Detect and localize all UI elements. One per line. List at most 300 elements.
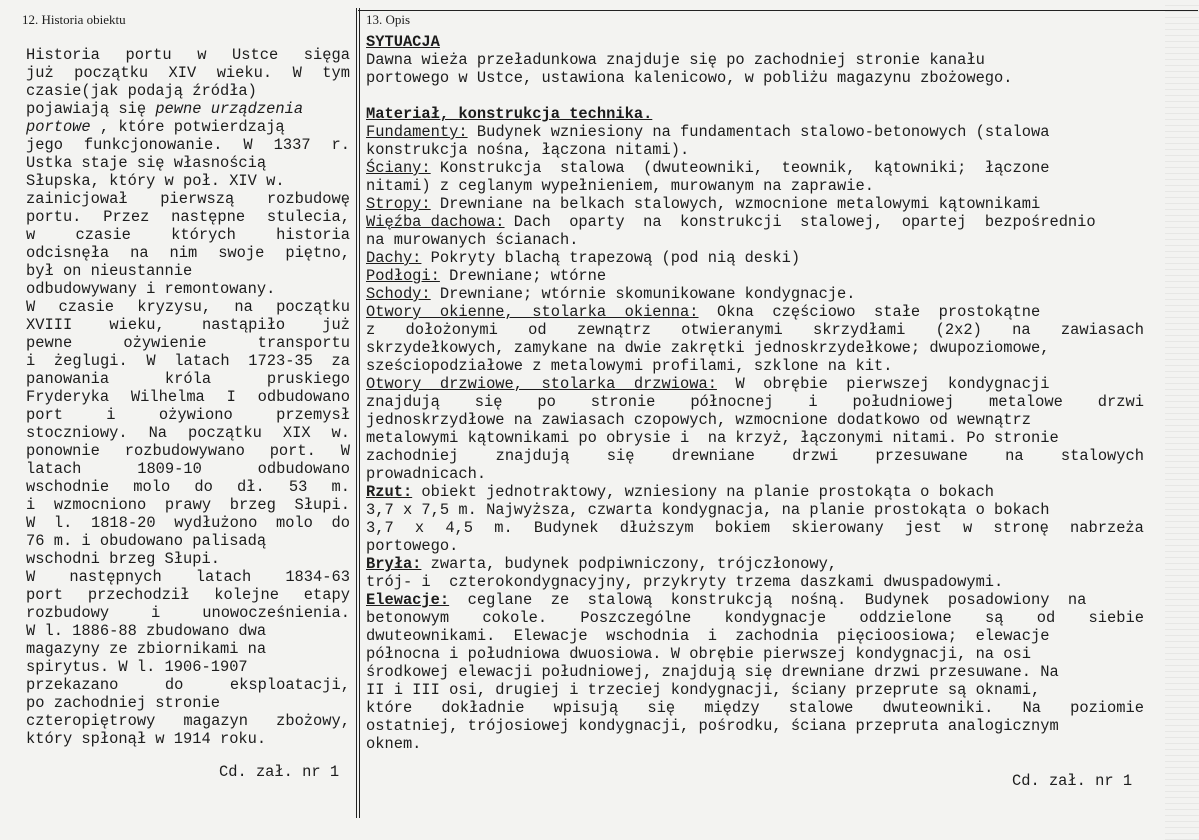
text-run: północna i południowa dwuosiowa. W obrębie pierwszej kondygnacji, na osi [366,645,1031,663]
text-run: żeglugi. [53,352,128,370]
text-run: nabrzeża [1070,519,1144,537]
text-run: stronę [993,519,1049,537]
text-run: oddzielone [859,609,952,627]
history-line [26,352,350,370]
text-run: funkcjonowanie. [83,136,223,154]
text-run: port [26,406,63,424]
text-run: ceglane ze stalową konstrukcją nośną. Budynek posadowiony na [449,591,1087,609]
description-line [366,663,1144,681]
history-line [26,406,350,424]
text-run: ponownie [26,442,100,460]
text-run: XIV [168,64,197,82]
text-run: l. [53,514,73,532]
text-run: do [164,676,184,694]
scan-edge [1165,0,1199,840]
text-run: 1834-63 [285,568,350,586]
text-run: historia [276,226,350,244]
text-run: brzeg [229,496,276,514]
text-run: środkowej elewacji południowej, znajdują się drewniane drzwi przesuwane. Na [366,663,1059,681]
text-run: czasie [58,298,114,316]
text-run: 1337 [273,136,311,154]
history-line [26,208,350,226]
text-run: już [26,64,54,82]
text-run: do [194,478,213,496]
text-run: pewne [26,334,73,352]
text-run: latach [174,352,230,370]
description-line [366,717,1144,735]
text-run: który spłonął w 1914 roku. [26,730,267,748]
text-run: Drewniane; wtórnie skomunikowane kondygnacje. [430,285,856,303]
text-run: znajdują [366,393,440,411]
text-run: Fundamenty: [366,123,468,141]
text-run: w [26,226,36,244]
text-run: przesuwane [875,447,968,465]
history-line [26,478,350,496]
description-line [366,447,1144,465]
text-run: się [647,699,676,717]
history-line [26,442,350,460]
text-run: na murowanych ścianach. [366,231,579,249]
text-run: Więźba dachowa: [366,213,505,231]
description-line [366,519,1144,537]
text-run: których [171,226,236,244]
history-line [26,370,350,388]
description-line [366,591,1144,609]
text-run: przekazano [26,676,119,694]
text-run: Ustce [232,46,279,64]
history-line [26,514,350,532]
text-run: był on nieustannie [26,262,193,280]
text-run: magazyn [183,712,249,730]
description-line [366,573,1144,591]
history-line [26,64,350,82]
text-run: W [340,442,350,460]
top-rule [358,10,1198,11]
text-run: skrzydełkowych, zamykane na dwie zakrętki jednoskrzydełkowe; dwupoziomowe, [366,339,1050,357]
text-run: czteropiętrowy [26,712,156,730]
text-run: i [808,393,818,411]
history-line [26,244,350,262]
text-run: Słupi. [294,496,350,514]
text-run: W [243,136,253,154]
text-run: w [197,46,207,64]
text-run: XIX [282,424,311,442]
text-run: nastąpiło [201,316,286,334]
section-12-header: 12. Historia obiektu [22,12,126,27]
description-line [366,609,1144,627]
text-run: na [234,298,253,316]
description-line [366,537,1144,555]
text-run: północnej [690,393,774,411]
description-line [366,267,1144,285]
text-run: poziomie [1070,699,1144,717]
description-line [366,393,1144,411]
history-line [26,496,350,514]
text-run: jego [26,136,63,154]
text-run: ostatniej, trójosiowej kondygnacji, pośrodku, ściana przepruta analogicznym [366,717,1059,735]
text-run: czasie(jak podają źródła) [26,82,257,100]
history-line [26,640,350,658]
text-run: 1723-35 [248,352,313,370]
description-continuation-ref: Cd. zał. nr 1 [1012,772,1133,790]
text-run: przemysł [276,406,350,424]
history-line [26,82,350,100]
text-run: początku [276,298,350,316]
text-run: po zachodniej stronie [26,694,220,712]
text-run: pojawiają się [26,100,156,118]
description-line [366,645,1144,663]
text-run: wieku. [216,64,273,82]
text-run: czasie [75,226,131,244]
text-run: m. [331,478,350,496]
text-run: stalowych [1060,447,1144,465]
text-run: południowej [852,393,955,411]
text-run: są [985,609,1004,627]
text-run: 53 [288,478,308,496]
text-run: 1809-10 [137,460,202,478]
history-line [26,676,350,694]
text-run: drewniane [671,447,755,465]
description-line [366,555,1144,573]
text-run: Otwory drzwiowe, stolarka drzwiowa: [366,375,717,393]
text-run: tym [322,64,350,82]
text-run: W l. 1886-88 zbudowano dwa [26,622,267,640]
text-run: transportu [257,334,350,352]
description-line [366,501,1144,519]
text-run: jednoskrzydłowe na zawiasach czopowych, wzmocnione dodatkowo od wewnątrz [366,411,1031,429]
description-line [366,213,1144,231]
text-run: 3,7 x 7,5 m. Najwyższa, czwarta kondygnacja, na planie prostokąta o bokach [366,501,1050,519]
text-run: eksploatacji, [229,676,350,694]
text-run: skierowany [791,519,884,537]
text-run: następnych [69,568,162,586]
text-run: XVIII [26,316,73,334]
text-run: latach [195,568,252,586]
text-run: kondygnacje [724,609,827,627]
text-run: 4,5 [445,519,474,537]
text-run: swoje [218,244,265,262]
history-line [26,46,350,64]
history-line [26,658,350,676]
description-line [366,105,1144,123]
description-line [366,357,1144,375]
text-run: do [331,514,350,532]
history-line [26,190,350,208]
text-run: wzmocniono [53,496,147,514]
text-run: portowego. [366,537,459,555]
text-run: Materiał, konstrukcja technika. [366,105,653,123]
text-run: Drewniane; wtórne [439,267,607,285]
history-line [26,730,350,748]
description-line [366,69,1144,87]
text-run: bokiem [714,519,771,537]
text-run: wschodni brzeg Słupi. [26,550,220,568]
text-run: skrzydłami [813,321,906,339]
text-run: Budynek [533,519,599,537]
text-run: jest [904,519,942,537]
text-run: Ustka staje się własnością [26,154,267,172]
text-run: 1818-20 [90,514,156,532]
history-line [26,604,350,622]
text-run: panowania [26,370,110,388]
text-run: latach [26,460,82,478]
text-run: Słupska, który w poł. XIV w. [26,172,285,190]
text-run: stalowe [788,699,854,717]
description-line [366,339,1144,357]
text-run: magazyny ze zbiornikami na [26,640,267,658]
text-run: W obrębie pierwszej kondygnacji [716,375,1050,393]
text-run: cokole. [482,609,548,627]
history-line [26,154,350,172]
text-run: z [366,321,376,339]
history-continuation-ref: Cd. zał. nr 1 [219,763,340,781]
text-run: prowadnicach. [366,465,487,483]
text-run: od [1036,609,1056,627]
text-run: , które potwierdzają [90,118,285,136]
text-run: Schody: [366,285,431,303]
text-run: kryzysu, [137,298,212,316]
text-run: wieku, [109,316,165,334]
text-run: Dachy: [366,249,422,267]
text-run: zbożowy, [276,712,350,730]
text-run: dł. [236,478,265,496]
text-run: etapy [303,586,350,604]
text-run: (2x2) [935,321,982,339]
text-run: siebie [1088,609,1144,627]
text-run: Na [148,424,168,442]
text-run: znajdują [495,447,570,465]
text-run: i [106,406,116,424]
text-run: Dach oparty na konstrukcji stalowej, opartej bezpośrednio [504,213,1096,231]
text-run: Podłogi: [366,267,440,285]
text-run: W [26,298,36,316]
text-run: W [26,568,36,586]
text-run: w. [331,424,350,442]
text-run: metalowe [988,393,1063,411]
history-line [26,316,350,334]
text-run: W [26,514,36,532]
text-run: sięga [303,46,350,64]
history-line [26,118,350,136]
text-run: zewnątrz [576,321,651,339]
text-run: Otwory okienne, stolarka okienna: [366,303,699,321]
history-line [26,226,350,244]
text-run: port. [269,442,316,460]
text-run: drzwi [1097,393,1144,411]
text-run: zawiasach [1060,321,1144,339]
description-line [366,321,1144,339]
text-run: przechodził [87,586,190,604]
text-run: obiekt jednotraktowy, wzniesiony na planie prostokąta o bokach [412,483,995,501]
column-divider-left [356,8,357,818]
text-run: portu [125,46,172,64]
history-line [26,622,350,640]
text-run: odbudowano [257,388,350,406]
history-line [26,550,350,568]
text-run: nim [169,244,198,262]
text-run: dłuższym [619,519,694,537]
text-run: następne [171,208,246,226]
text-run: sześciopodziałowe z metalowymi profilami, szklone na kit. [366,357,893,375]
text-run: odcisnęła [26,244,110,262]
text-run: pierwszą [160,190,235,208]
text-run: rozbudowywano [124,442,245,460]
text-run: stulecia, [266,208,350,226]
description-line [366,249,1144,267]
text-run: II i III osi, drugiej i trzeciej kondygnacji, ściany przeprute są oknami, [366,681,1041,699]
text-run: pruskiego [266,370,350,388]
description-line [366,285,1144,303]
text-run: już [322,316,350,334]
description-line [366,141,1144,159]
text-run: drzwi [792,447,839,465]
description-line [366,483,1144,501]
text-run: zachodniej [366,447,459,465]
text-run: otwieranymi [681,321,783,339]
history-line [26,262,350,280]
text-run: Bryła: [366,555,422,573]
text-run: Wilhelma [130,388,205,406]
text-run: zainicjował [26,190,128,208]
history-line [26,460,350,478]
description-line [366,627,1144,645]
text-run: i [151,604,161,622]
history-text [26,46,350,748]
text-run: Ściany: [366,159,431,177]
text-run: Okna częściowo stałe prostokątne [698,303,1041,321]
text-run: odbudowywany i remontowany. [26,280,276,298]
text-run: m. [494,519,513,537]
text-run: Budynek wzniesiony na fundamentach stalowo-betonowych (stalowa [467,123,1050,141]
description-line [366,51,1144,69]
text-run: które [366,699,413,717]
text-run: rozbudowy [26,604,110,622]
text-run: na [1005,447,1024,465]
text-run: króla [164,370,212,388]
text-run: portu. [26,208,82,226]
text-run: Rzut: [366,483,413,501]
text-run: się [474,393,503,411]
text-run: Drewniane na belkach stalowych, wzmocnione metalowymi kątownikami [430,195,1041,213]
description-line [366,699,1144,717]
text-run: portowe [26,118,91,136]
history-line [26,280,350,298]
text-run: dołożonymi [405,321,498,339]
text-run: spirytus. W l. 1906-1907 [26,658,248,676]
history-line [26,172,350,190]
text-run: ożywienie [123,334,207,352]
history-line [26,568,350,586]
text-run: na [130,244,149,262]
text-run: x [414,519,425,537]
text-run: prawy [164,496,212,514]
section-13-header: 13. Opis [366,12,411,27]
text-run: molo [133,478,171,496]
text-run: molo [275,514,313,532]
text-run: portowego w Ustce, ustawiona kalenicowo, w pobliżu magazynu zbożowego. [366,69,1013,87]
text-run: i [26,496,36,514]
text-run: Dawna wieża przeładunkowa znajduje się po zachodniej stronie kanału [366,51,985,69]
text-run: Pokryty blachą trapezową (pod nią deski) [421,249,801,267]
history-line [26,712,350,730]
text-run: po [537,393,556,411]
text-run: trój- i czterokondygnacyjny, przykryty trzema daszkami dwuspadowymi. [366,573,1004,591]
history-line [26,586,350,604]
text-run: 76 m. i obudowano palisadą [26,532,267,550]
text-run: stronie [590,393,656,411]
history-line [26,136,350,154]
text-run: wschodnie [26,478,110,496]
text-run: dwuteownikami. Elewacje wschodnia i zachodnia pięcioosiowa; elewacje [366,627,1050,645]
description-line [366,33,1144,51]
text-run: Na [1022,699,1041,717]
description-line [366,159,1144,177]
text-run: Elewacje: [366,591,450,609]
text-run: od [528,321,547,339]
text-run: ożywiono [158,406,233,424]
text-run: oknem. [366,735,422,753]
text-run: rozbudowę [266,190,350,208]
text-run: SYTUACJA [366,33,440,51]
text-run: I [226,388,236,406]
text-run: Fryderyka [26,388,110,406]
description-line [366,303,1144,321]
description-line [366,123,1144,141]
text-run: na [1012,321,1031,339]
text-run: Poszczególne [580,609,692,627]
description-line [366,195,1144,213]
text-run: zwarta, budynek podpiwniczony, trójczłonowy, [421,555,838,573]
text-run: kolejne [214,586,279,604]
text-run: i [26,352,36,370]
blank-line [366,87,1144,105]
text-run: piętno, [285,244,350,262]
text-run: wpisują [553,699,619,717]
text-run: wydłużono [174,514,258,532]
text-run: unowocześnienia. [202,604,350,622]
description-line [366,375,1144,393]
text-run: port [26,586,63,604]
text-run: pewne urządzenia [155,100,304,118]
history-line [26,298,350,316]
text-run: między [704,699,760,717]
description-line [366,681,1144,699]
description-line [366,429,1144,447]
text-run: w [963,519,973,537]
text-run: Konstrukcja stalowa (dwuteowniki, teownik, kątowniki; łączone [430,159,1050,177]
description-line [366,411,1144,429]
description-line [366,177,1144,195]
text-run: W [146,352,156,370]
text-run: konstrukcja nośna, łączona nitami). [366,141,690,159]
history-line [26,694,350,712]
history-line [26,388,350,406]
text-run: odbudowano [257,460,350,478]
text-run: nitami) z ceglanym wypełnieniem, murowanym na zaprawie. [366,177,874,195]
text-run: za [331,352,350,370]
text-run: początku [74,64,149,82]
column-divider-right [359,8,360,818]
text-run: W [292,64,302,82]
text-run: Historia [26,46,100,64]
text-run: stoczniowy. [26,424,128,442]
text-run: r. [331,136,350,154]
text-run: się [606,447,635,465]
description-line [366,735,1144,753]
history-line [26,532,350,550]
description-text [366,33,1144,753]
text-run: dwuteowniki. [882,699,994,717]
